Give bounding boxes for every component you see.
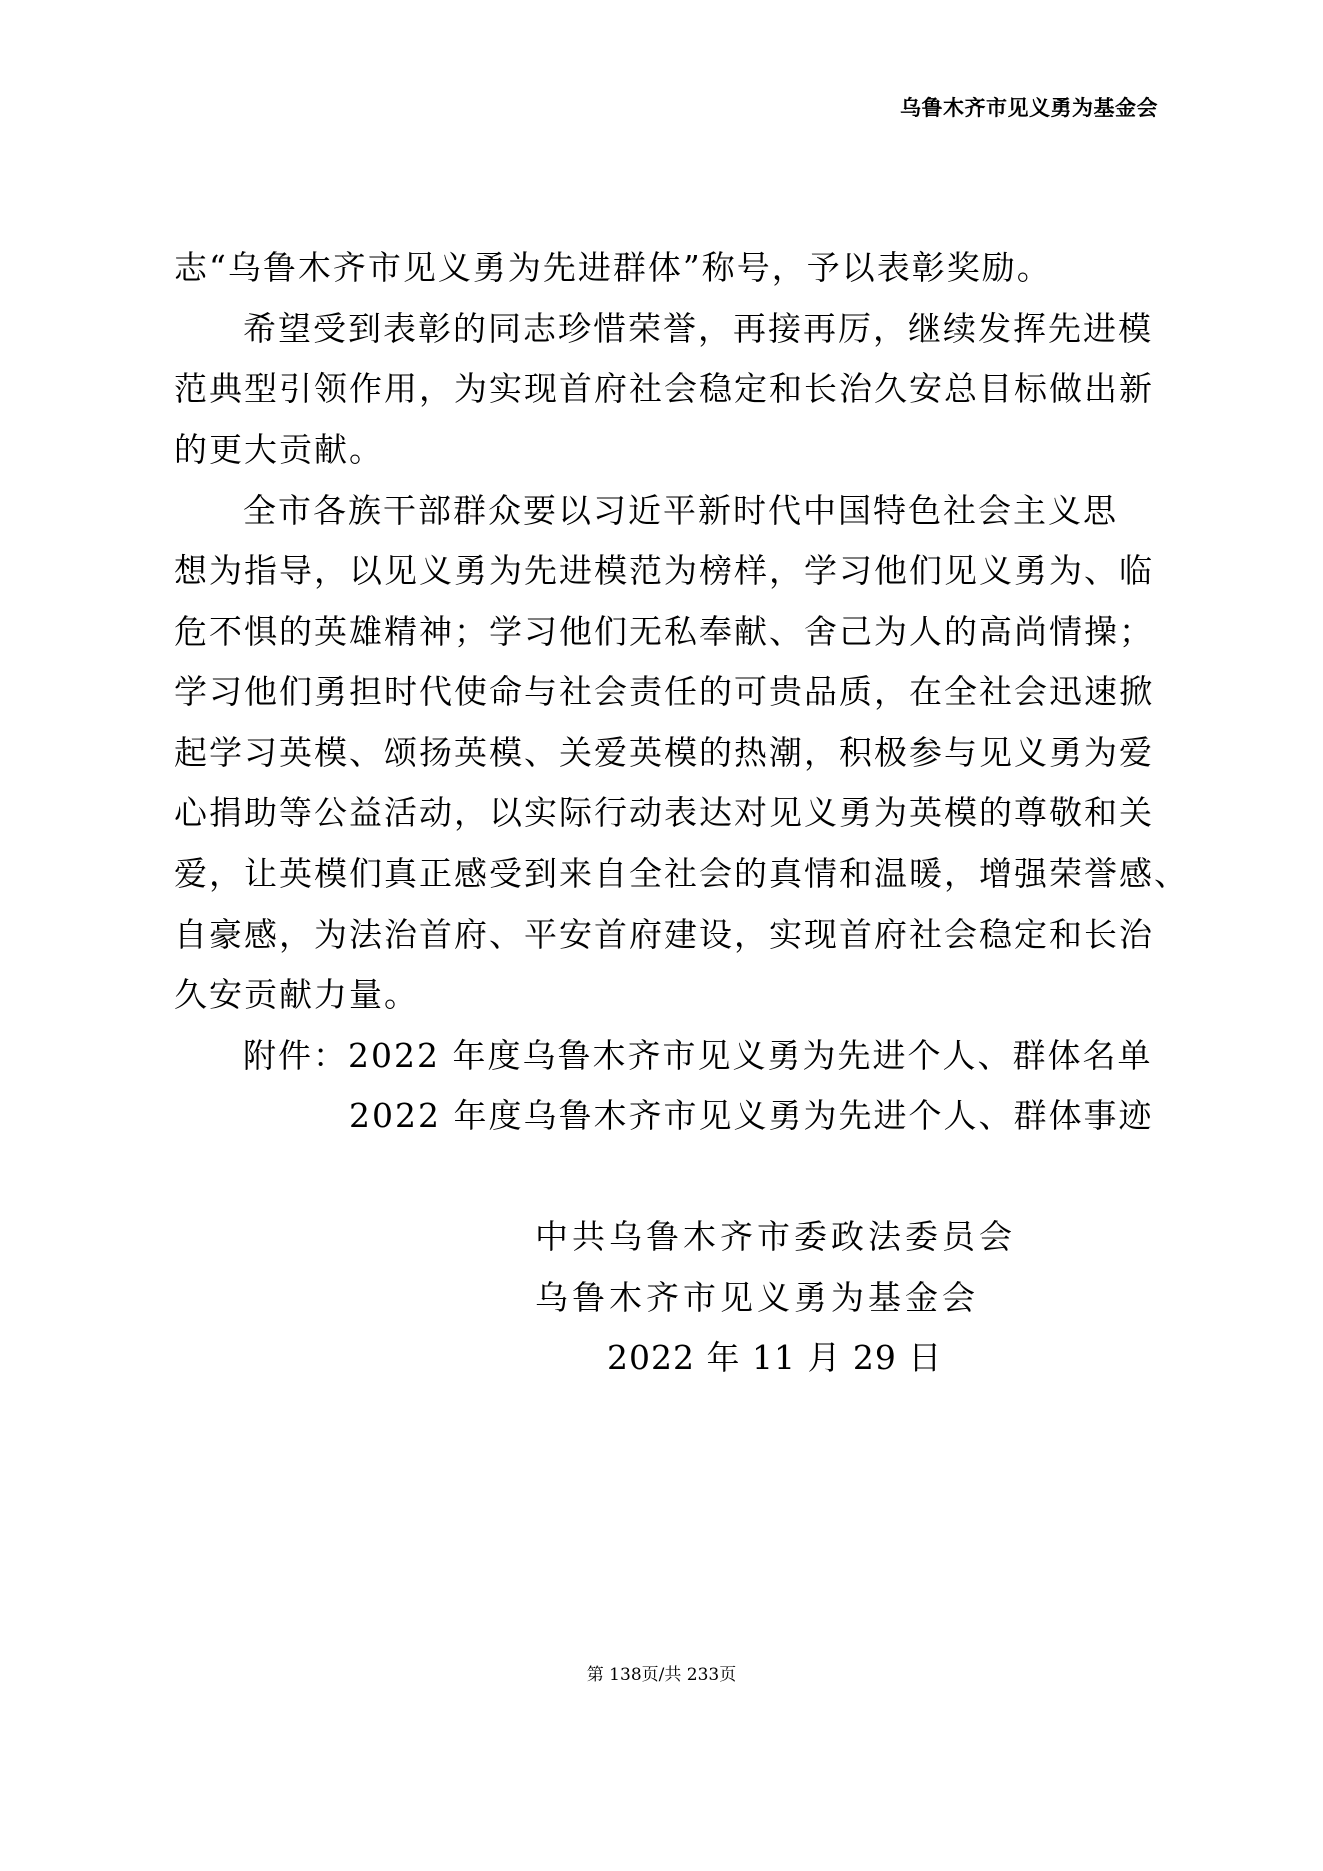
body-line: 范典型引领作用，为实现首府社会稳定和长治久安总目标做出新 <box>174 369 1154 408</box>
body-line: 起学习英模、颂扬英模、关爱英模的热潮，积极参与见义勇为爱 <box>174 733 1154 772</box>
attachment-item: 2022 年度乌鲁木齐市见义勇为先进个人、群体名单 <box>348 1036 1153 1075</box>
body-line: 的更大贡献。 <box>174 430 384 469</box>
attachments-block <box>243 1036 1152 1076</box>
body-line: 志“乌鲁木齐市见义勇为先进群体”称号，予以表彰奖励。 <box>174 248 1052 287</box>
signature-date: 2022 年 11 月 29 日 <box>607 1338 943 1377</box>
attachments-label: 附件： <box>243 1036 348 1075</box>
running-header: 乌鲁木齐市见义勇为基金会 <box>900 95 1158 120</box>
body-line: 希望受到表彰的同志珍惜荣誉，再接再厉，继续发挥先进模 <box>243 309 1153 348</box>
body-line: 爱，让英模们真正感受到来自全社会的真情和温暖，增强荣誉感、 <box>174 854 1189 893</box>
body-line: 全市各族干部群众要以习近平新时代中国特色社会主义思 <box>243 491 1118 530</box>
signature-org-2: 乌鲁木齐市见义勇为基金会 <box>535 1278 979 1317</box>
signature-org-1: 中共乌鲁木齐市委政法委员会 <box>535 1217 1016 1256</box>
body-line: 危不惧的英雄精神；学习他们无私奉献、舍己为人的高尚情操； <box>174 612 1154 651</box>
body-line: 想为指导，以见义勇为先进模范为榜样，学习他们见义勇为、临 <box>174 551 1154 590</box>
body-line: 自豪感，为法治首府、平安首府建设，实现首府社会稳定和长治 <box>174 915 1154 954</box>
page-indicator: 第 138页/共 233页 <box>586 1665 737 1685</box>
body-line: 心捐助等公益活动，以实际行动表达对见义勇为英模的尊敬和关 <box>174 793 1154 832</box>
body-line: 久安贡献力量。 <box>174 975 419 1014</box>
body-line: 学习他们勇担时代使命与社会责任的可贵品质，在全社会迅速掀 <box>174 672 1154 711</box>
attachment-item: 2022 年度乌鲁木齐市见义勇为先进个人、群体事迹 <box>349 1096 1154 1135</box>
